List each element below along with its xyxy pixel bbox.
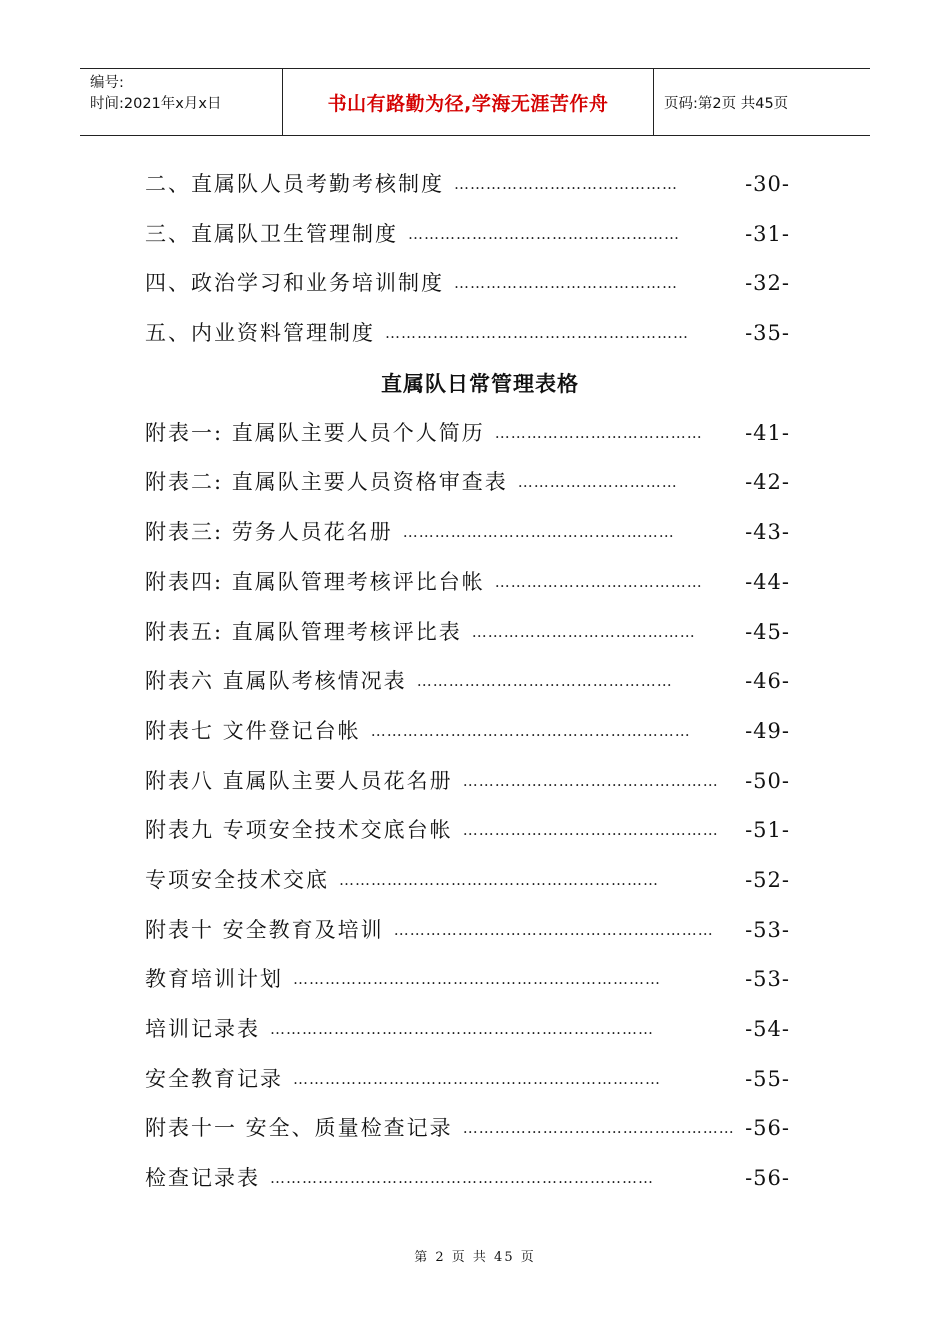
toc-leader-dots: …………………………………… — [454, 274, 678, 293]
toc-page-number: -56- — [745, 1116, 790, 1141]
toc-entry-label: 附表六 直属队考核情况表 — [145, 669, 407, 694]
toc-entry[interactable] — [145, 1055, 790, 1105]
toc-leader-dots: ……………………………………………………………… — [270, 1169, 654, 1188]
toc-leader-dots: …………………………………… — [454, 175, 678, 193]
toc-leader-dots: …………………………………………………………… — [293, 1069, 661, 1088]
toc-leader-dots: …………………………………………… — [462, 1119, 735, 1138]
toc-entry-label: 附表七 文件登记台帐 — [145, 718, 361, 743]
toc-entry-label: 培训记录表 — [145, 1017, 260, 1041]
header-motto: 书山有路勤为径,学海无涯苦作舟 — [282, 69, 654, 135]
toc-leader-dots: ……………………………………………………………… — [270, 1020, 654, 1038]
toc-entry[interactable] — [145, 409, 790, 459]
toc-page-number: -49- — [745, 718, 790, 743]
header-page-info: 页码:第2页 共45页 — [664, 95, 789, 112]
toc-entry[interactable] — [145, 458, 790, 508]
toc-page-number: -30- — [745, 172, 790, 196]
toc-entry[interactable] — [145, 856, 790, 906]
toc-entry[interactable] — [145, 806, 790, 856]
toc-page-number: -31- — [745, 221, 790, 246]
toc-entry-label: 附表十 安全教育及培训 — [145, 917, 384, 942]
toc-page-number: -42- — [745, 470, 790, 495]
toc-leader-dots: …………………………………………………… — [370, 721, 691, 740]
toc-page-number: -51- — [745, 818, 790, 843]
toc-page-number: -56- — [745, 1166, 790, 1191]
toc-entry[interactable] — [145, 210, 790, 260]
toc-leader-dots: …………………………………………………… — [393, 920, 714, 939]
toc-leader-dots: …………………………………………… — [402, 523, 675, 542]
toc-leader-dots: ………………………………………………… — [385, 324, 689, 343]
toc-entry[interactable] — [145, 558, 790, 608]
toc-leader-dots: ………………………………………… — [462, 771, 719, 790]
toc-entry-label: 二、直属队人员考勤考核制度 — [145, 172, 444, 196]
toc-page-number: -54- — [745, 1017, 790, 1041]
toc-page-number: -53- — [745, 917, 790, 942]
toc-entry-label: 附表八 直属队主要人员花名册 — [145, 768, 453, 793]
toc-leader-dots: ………………………………… — [494, 572, 703, 591]
toc-entry-label: 安全教育记录 — [145, 1066, 283, 1091]
toc-page-number: -52- — [745, 867, 790, 892]
toc-entry-label: 教育培训计划 — [145, 967, 283, 992]
toc-leader-dots: …………………………………… — [471, 622, 696, 641]
toc-leader-dots: …………………………………………………………… — [293, 970, 661, 989]
toc-entry-label: 检查记录表 — [145, 1166, 260, 1191]
toc-entry[interactable] — [145, 1154, 790, 1204]
toc-leader-dots: …………………………………………… — [408, 224, 680, 243]
toc-entry-label: 附表四: 直属队管理考核评比台帐 — [145, 569, 485, 594]
toc-leader-dots: ………………………………………… — [462, 821, 719, 840]
toc-entry[interactable] — [145, 160, 790, 210]
toc-page-number: -44- — [745, 569, 790, 594]
toc-page-number: -46- — [745, 669, 790, 694]
toc-leader-dots: ………………………… — [517, 473, 678, 492]
toc-forms-list — [145, 409, 845, 1204]
page-header — [80, 68, 870, 136]
toc-entry[interactable] — [145, 608, 790, 658]
document-time-label: 时间:2021年x月x日 — [90, 96, 222, 112]
toc-entry-label: 专项安全技术交底 — [145, 867, 329, 892]
toc-entry-label: 附表十一 安全、质量检查记录 — [145, 1116, 453, 1141]
toc-entry[interactable] — [145, 1104, 790, 1154]
toc-leader-dots: ………………………………………… — [416, 672, 673, 691]
toc-entry-label: 附表三: 劳务人员花名册 — [145, 520, 393, 545]
page-footer: 第 2 页 共 45 页 — [414, 1250, 536, 1265]
toc-entry-label: 附表二: 直属队主要人员资格审查表 — [145, 470, 508, 495]
toc-entry-label: 附表九 专项安全技术交底台帐 — [145, 818, 453, 843]
document-number-label: 编号: — [90, 75, 124, 91]
toc-entry[interactable] — [145, 906, 790, 956]
toc-page-number: -50- — [745, 768, 790, 793]
toc-page-number: -35- — [745, 321, 790, 346]
toc-entry-label: 附表五: 直属队管理考核评比表 — [145, 619, 462, 644]
toc-page-number: -43- — [745, 520, 790, 545]
toc-entry-label: 四、政治学习和业务培训制度 — [145, 271, 444, 296]
toc-entry[interactable] — [145, 259, 790, 309]
toc-page-number: -32- — [745, 271, 790, 296]
toc-page-number: -41- — [745, 420, 790, 445]
toc-entry[interactable] — [145, 508, 790, 558]
toc-entry[interactable] — [145, 955, 790, 1005]
toc-regulations-list — [145, 160, 845, 359]
toc-page-number: -53- — [745, 967, 790, 992]
section-title: 直属队日常管理表格 — [381, 371, 579, 396]
toc-leader-dots: …………………………………………………… — [339, 870, 659, 889]
toc-entry[interactable] — [145, 309, 790, 359]
toc-entry-label: 三、直属队卫生管理制度 — [145, 221, 398, 246]
table-of-contents — [145, 160, 845, 1204]
toc-page-number: -55- — [745, 1066, 790, 1091]
header-meta — [80, 69, 282, 135]
toc-entry-label: 五、内业资料管理制度 — [145, 321, 375, 346]
toc-entry[interactable] — [145, 1005, 790, 1055]
toc-page-number: -45- — [745, 619, 790, 644]
toc-entry[interactable] — [145, 757, 790, 807]
toc-leader-dots: ………………………………… — [494, 423, 703, 442]
toc-entry[interactable] — [145, 657, 790, 707]
toc-entry-label: 附表一: 直属队主要人员个人简历 — [145, 420, 485, 445]
toc-entry[interactable] — [145, 707, 790, 757]
